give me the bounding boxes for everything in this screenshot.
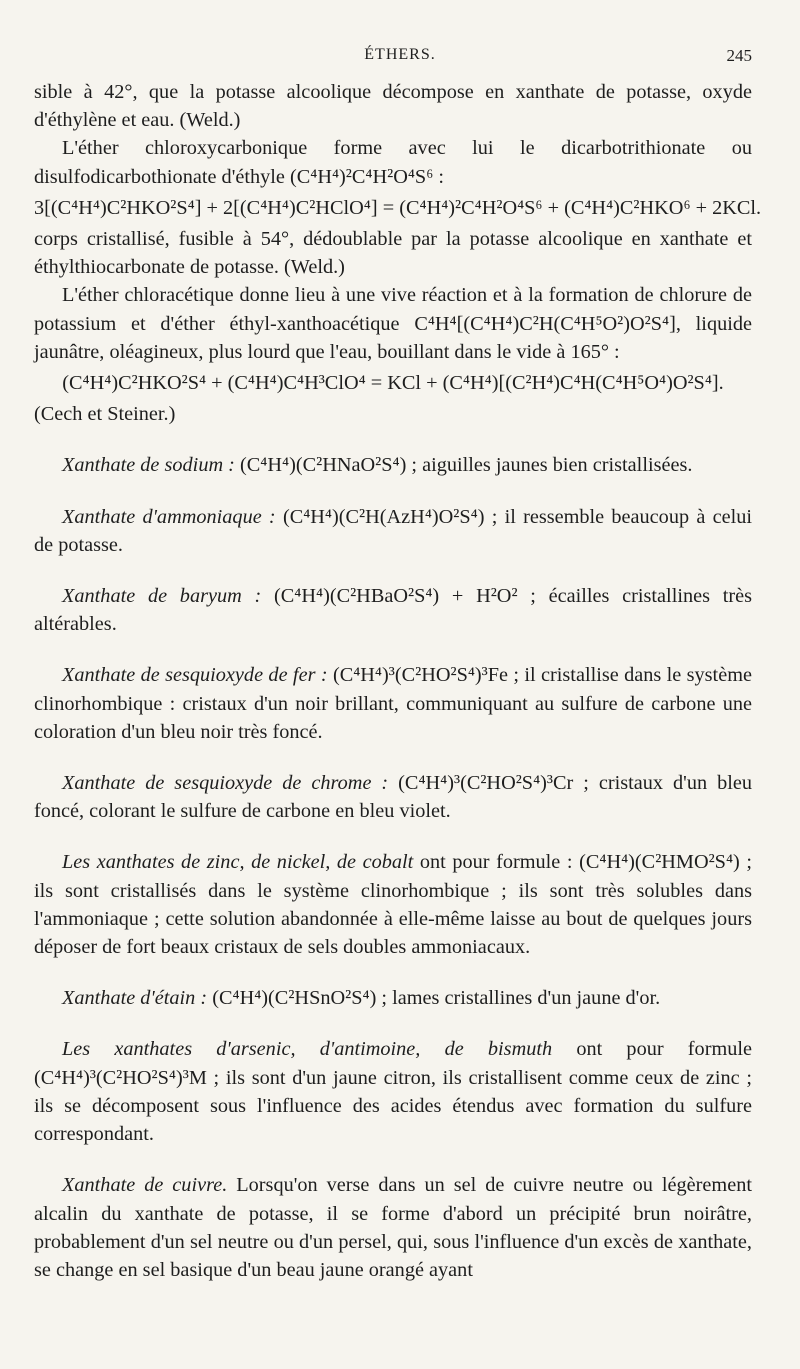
entry-text: ont pour formule (C⁴H⁴)³(C²HO²S⁴)³M ; ils sont d'un jaune citron, ils cristallisent comme ceux de zinc ; ils se décomposent sous l'influence des acides étendus avec formation du sulfure correspondant. xyxy=(34,1038,752,1146)
entry-xanthate-cuivre xyxy=(34,1171,752,1284)
entry-text: (C⁴H⁴)³(C²HO²S⁴)³Cr ; cristaux d'un bleu foncé, colorant le sulfure de carbone en bleu violet. xyxy=(34,772,752,823)
entry-text: (C⁴H⁴)(C²HNaO²S⁴) ; aiguilles jaunes bien cristallisées. xyxy=(240,454,693,477)
entry-term: Xanthate de sesquioxyde de fer : xyxy=(62,664,328,687)
entry-xanthate-ammoniaque xyxy=(34,503,752,559)
entry-term: Xanthate d'étain : xyxy=(62,987,208,1010)
paragraph-corps-cristallise: corps cristallisé, fusible à 54°, dédoublable par la potasse alcoolique en xanthate et éthylthiocarbonate de potasse. (Weld.) xyxy=(34,228,752,279)
entry-term: Xanthate de sodium : xyxy=(62,454,235,477)
entry-xanthate-sodium xyxy=(34,451,752,479)
entry-term: Xanthate de cuivre. xyxy=(62,1174,228,1197)
paragraph-continuation: sible à 42°, que la potasse alcoolique décompose en xanthate de potasse, oxyde d'éthylène et eau. (Weld.) xyxy=(34,81,752,132)
entry-xanthate-chrome xyxy=(34,769,752,825)
page-body xyxy=(34,78,762,1284)
entry-xanthates-arsenic xyxy=(34,1035,752,1148)
equation-1: 3[(C⁴H⁴)C²HKO²S⁴] + 2[(C⁴H⁴)C²HClO⁴] = (C⁴H⁴)²C⁴H²O⁴S⁶ + (C⁴H⁴)C²HKO⁶ + 2KCl. xyxy=(34,196,762,219)
equation-2: (C⁴H⁴)C²HKO²S⁴ + (C⁴H⁴)C⁴H³ClO⁴ = KCl + (C⁴H⁴)[(C²H⁴)C⁴H(C⁴H⁵O⁴)O²S⁴]. xyxy=(62,372,724,395)
entry-text: (C⁴H⁴)(C²HSnO²S⁴) ; lames cristallines d'un jaune d'or. xyxy=(212,987,661,1010)
entry-xanthate-etain xyxy=(34,984,752,1012)
entry-text: (C⁴H⁴)(C²H(AzH⁴)O²S⁴) ; il ressemble beaucoup à celui de potasse. xyxy=(34,505,752,556)
entry-xanthates-zinc-nickel-cobalt xyxy=(34,848,752,961)
entry-text: (C⁴H⁴)³(C²HO²S⁴)³Fe ; il cristallise dans le système clinorhombique : cristaux d'un noir brillant, communiquant au sulfure de carbone une coloration d'un bleu noir très foncé. xyxy=(34,664,752,743)
entry-text: ont pour formule : (C⁴H⁴)(C²HMO²S⁴) ; ils sont cristallisés dans le système clinorhombique ; ils sont très solubles dans l'ammoniaque ; cette solution abandonnée à elle-même laisse au bout de quelques jours déposer de fort beaux cristaux de sels doubles ammoniacaux. xyxy=(34,851,752,959)
entry-xanthate-baryum xyxy=(34,582,752,638)
entry-term: Xanthate d'ammoniaque : xyxy=(62,505,276,528)
page-number: 245 xyxy=(726,46,752,65)
entry-text: Lorsqu'on verse dans un sel de cuivre neutre ou légèrement alcalin du xanthate de potasse, il se forme d'abord un précipité brun noirâtre, probablement d'un sel neutre ou d'un persel, qui, sous l'influence d'un excès de xanthate, se change en sel basique d'un beau jaune orangé ayant xyxy=(34,1174,752,1281)
entry-term: Xanthate de baryum : xyxy=(62,585,262,608)
entry-xanthate-fer xyxy=(34,661,752,746)
paragraph-chloroxycarbonic: L'éther chloroxycarbonique forme avec lui le dicarbotrithionate ou disulfodicarbothionate d'éthyle (C⁴H⁴)²C⁴H²O⁴S⁶ : xyxy=(34,137,752,188)
entry-term: Les xanthates de zinc, de nickel, de cobalt xyxy=(62,851,414,874)
paragraph-chloracetic: L'éther chloracétique donne lieu à une vive réaction et à la formation de chlorure de potassium et d'éther éthyl-xanthoacétique C⁴H⁴[(C⁴H⁴)C²H(C⁴H⁵O²)O²S⁴], liquide jaunâtre, oléagineux, plus lourd que l'eau, bouillant dans le vide à 165° : xyxy=(34,284,752,363)
page-header xyxy=(0,44,800,70)
entry-term: Xanthate de sesquioxyde de chrome : xyxy=(62,772,389,795)
running-title: ÉTHERS. xyxy=(364,46,436,63)
entry-text: (C⁴H⁴)(C²HBaO²S⁴) + H²O² ; écailles cristallines très altérables. xyxy=(34,585,753,636)
entry-term: Les xanthates d'arsenic, d'antimoine, de bismuth xyxy=(62,1038,553,1061)
citation-cech-steiner: (Cech et Steiner.) xyxy=(34,403,176,426)
